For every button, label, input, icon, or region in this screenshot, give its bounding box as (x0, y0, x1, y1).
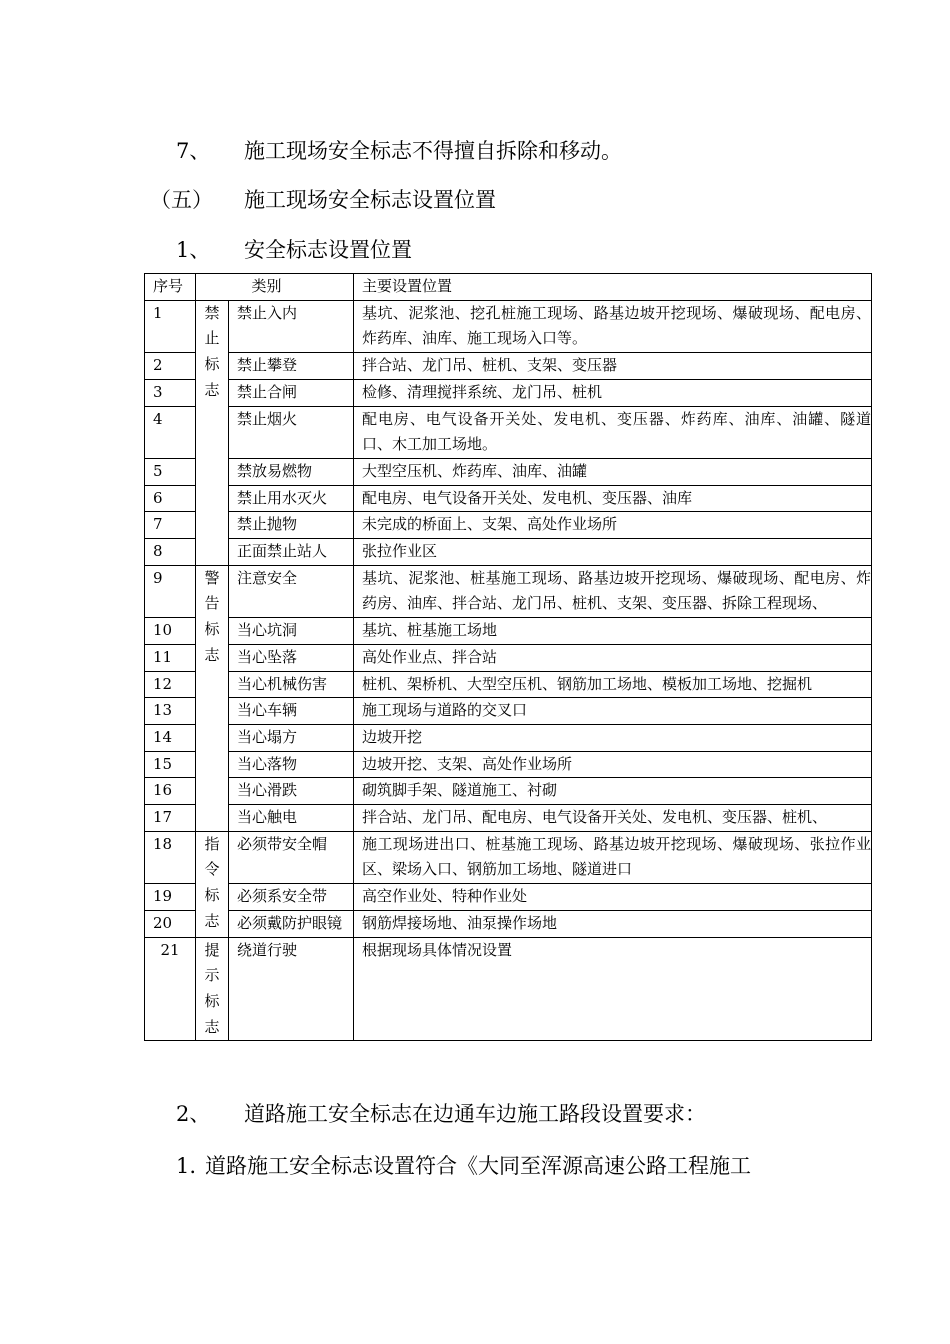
paragraph-number: 7、 (176, 139, 211, 163)
sign-location: 张拉作业区 (354, 539, 872, 566)
table-row (145, 671, 872, 698)
table-row (145, 644, 872, 671)
row-seq: 9 (145, 565, 196, 617)
table-row (145, 751, 872, 778)
row-seq: 5 (145, 458, 196, 485)
paragraph-text-7: 施工现场安全标志不得擅自拆除和移动。 (244, 139, 622, 163)
sign-location: 高空作业处、特种作业处 (354, 884, 872, 911)
sign-location: 拌合站、龙门吊、桩机、支架、变压器 (354, 353, 872, 380)
sign-location: 基坑、桩基施工场地 (354, 618, 872, 645)
row-seq: 3 (145, 379, 196, 406)
table-row (145, 910, 872, 937)
table-row (145, 937, 872, 1041)
table-row (145, 724, 872, 751)
sign-location: 边坡开挖、支架、高处作业场所 (354, 751, 872, 778)
sign-location: 基坑、泥浆池、挖孔桩施工现场、路基边坡开挖现场、爆破现场、配电房、炸药库、油库、施工现场入口等。 (354, 300, 872, 352)
header-category: 类别 (196, 274, 354, 301)
sign-name: 当心滑跌 (229, 778, 354, 805)
sign-name: 禁止入内 (229, 300, 354, 352)
sign-location: 配电房、电气设备开关处、发电机、变压器、炸药库、油库、油罐、隧道口、木工加工场地。 (354, 406, 872, 458)
sign-location: 施工现场与道路的交叉口 (354, 698, 872, 725)
sign-name: 必须系安全带 (229, 884, 354, 911)
section-title: 施工现场安全标志设置位置 (244, 188, 496, 212)
row-seq: 11 (145, 644, 196, 671)
sign-name: 当心触电 (229, 805, 354, 832)
list-number-1: 1. (176, 1154, 197, 1178)
sign-location: 砌筑脚手架、隧道施工、衬砌 (354, 778, 872, 805)
sign-name: 当心机械伤害 (229, 671, 354, 698)
header-location: 主要设置位置 (354, 274, 872, 301)
row-seq: 13 (145, 698, 196, 725)
list-text-1: 道路施工安全标志设置符合《大同至浑源高速公路工程施工 (205, 1154, 751, 1178)
sign-location: 高处作业点、拌合站 (354, 644, 872, 671)
row-seq: 2 (145, 353, 196, 380)
table-row (145, 565, 872, 617)
sign-name: 禁止抛物 (229, 512, 354, 539)
sign-name: 必须戴防护眼镜 (229, 910, 354, 937)
sign-name: 当心车辆 (229, 698, 354, 725)
category-warning: 警告标志 (196, 565, 229, 831)
sign-location: 未完成的桥面上、支架、高处作业场所 (354, 512, 872, 539)
sign-name: 禁止烟火 (229, 406, 354, 458)
table-row (145, 406, 872, 458)
sign-location: 拌合站、龙门吊、配电房、电气设备开关处、发电机、变压器、桩机、 (354, 805, 872, 832)
sign-location: 大型空压机、炸药库、油库、油罐 (354, 458, 872, 485)
row-seq: 10 (145, 618, 196, 645)
subsection-title: 安全标志设置位置 (244, 238, 412, 262)
row-seq: 16 (145, 778, 196, 805)
subsection-title-2: 道路施工安全标志在边通车边施工路段设置要求： (244, 1102, 706, 1126)
paragraph-item-7 (176, 137, 210, 165)
sign-name: 禁放易燃物 (229, 458, 354, 485)
table-row (145, 805, 872, 832)
header-seq: 序号 (145, 274, 196, 301)
table-row (145, 512, 872, 539)
row-seq: 4 (145, 406, 196, 458)
sign-name: 必须带安全帽 (229, 831, 354, 883)
table-row (145, 539, 872, 566)
sign-location: 检修、清理搅拌系统、龙门吊、桩机 (354, 379, 872, 406)
table-row (145, 831, 872, 883)
category-information: 提示标志 (196, 937, 229, 1041)
section-number-5: （五） (150, 188, 213, 212)
sign-location: 施工现场进出口、桩基施工现场、路基边坡开挖现场、爆破现场、张拉作业区、梁场入口、钢筋加工场地、隧道进口 (354, 831, 872, 883)
row-seq: 19 (145, 884, 196, 911)
row-seq: 15 (145, 751, 196, 778)
sign-location: 基坑、泥浆池、桩基施工现场、路基边坡开挖现场、爆破现场、配电房、炸药房、油库、拌合站、龙门吊、桩机、支架、变压器、拆除工程现场、 (354, 565, 872, 617)
row-seq: 18 (145, 831, 196, 883)
sign-location: 根据现场具体情况设置 (354, 937, 872, 1041)
table-row (145, 379, 872, 406)
sign-name: 禁止攀登 (229, 353, 354, 380)
sign-location: 边坡开挖 (354, 724, 872, 751)
sign-name: 注意安全 (229, 565, 354, 617)
safety-sign-table (144, 273, 872, 1041)
row-seq: 20 (145, 910, 196, 937)
sign-name: 当心坑洞 (229, 618, 354, 645)
category-prohibition: 禁止标志 (196, 300, 229, 565)
sign-name: 当心落物 (229, 751, 354, 778)
table-row (145, 300, 872, 352)
table-row (145, 884, 872, 911)
subsection-number-1: 1、 (176, 238, 211, 262)
sign-name: 正面禁止站人 (229, 539, 354, 566)
category-mandatory: 指令标志 (196, 831, 229, 937)
table-row (145, 698, 872, 725)
sign-name: 绕道行驶 (229, 937, 354, 1041)
sign-location: 桩机、架桥机、大型空压机、钢筋加工场地、模板加工场地、挖掘机 (354, 671, 872, 698)
row-seq: 8 (145, 539, 196, 566)
row-seq: 12 (145, 671, 196, 698)
table-row (145, 485, 872, 512)
sign-name: 禁止合闸 (229, 379, 354, 406)
table-row (145, 778, 872, 805)
row-seq: 14 (145, 724, 196, 751)
sign-location: 钢筋焊接场地、油泵操作场地 (354, 910, 872, 937)
table-row (145, 618, 872, 645)
table-row (145, 353, 872, 380)
sign-name: 当心塌方 (229, 724, 354, 751)
row-seq: 17 (145, 805, 196, 832)
table-row (145, 458, 872, 485)
row-seq: 6 (145, 485, 196, 512)
sign-name: 当心坠落 (229, 644, 354, 671)
subsection-number-2: 2、 (176, 1102, 211, 1126)
table-header-row (145, 274, 872, 301)
row-seq: 7 (145, 512, 196, 539)
sign-location: 配电房、电气设备开关处、发电机、变压器、油库 (354, 485, 872, 512)
sign-name: 禁止用水灭火 (229, 485, 354, 512)
row-seq: 21 (145, 937, 196, 1041)
row-seq: 1 (145, 300, 196, 352)
